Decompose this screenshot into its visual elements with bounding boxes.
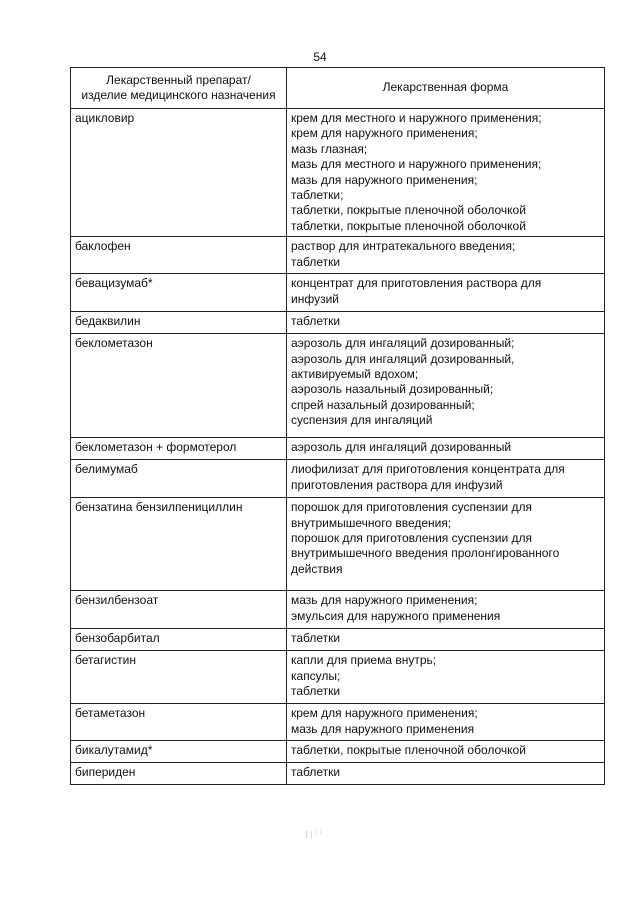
- dosage-form-line: лиофилизат для приготовления концентрата для: [291, 462, 565, 477]
- table-row: [71, 741, 605, 763]
- table-header-row: [71, 68, 605, 109]
- dosage-form-cell: [287, 460, 605, 498]
- dosage-form-line: таблетки, покрытые пленочной оболочкой: [291, 218, 526, 233]
- dosage-form-line: мазь для наружного применения;: [291, 172, 478, 187]
- table-row: [71, 460, 605, 498]
- dosage-form-line: порошок для приготовления суспензии для: [291, 500, 533, 515]
- drug-name-cell: бевацизумаб*: [71, 274, 287, 312]
- dosage-form-line: суспензия для ингаляций: [291, 413, 433, 428]
- dosage-form-line: активируемый вдохом;: [291, 367, 419, 382]
- dosage-form-line: мазь для наружного применения;: [291, 593, 478, 608]
- drug-name-cell: беклометазон + формотерол: [71, 438, 287, 460]
- header-drug-line2: изделие медицинского назначения: [81, 88, 276, 102]
- table-row: [71, 704, 605, 741]
- dosage-form-line: приготовления раствора для инфузий: [291, 477, 503, 492]
- drug-name-cell: бикалутамид*: [71, 741, 287, 763]
- header-drug-column: [71, 68, 287, 109]
- dosage-form-line: спрей назальный дозированный;: [291, 397, 475, 412]
- dosage-form-cell: [287, 651, 605, 704]
- dosage-form-cell: [287, 591, 605, 629]
- table-body: [71, 109, 605, 785]
- drug-name-cell: баклофен: [71, 237, 287, 274]
- dosage-form-line: внутримышечного введения;: [291, 515, 452, 530]
- table-row: [71, 591, 605, 629]
- table-row: [71, 312, 605, 334]
- dosage-form-line: внутримышечного введения пролонгированного: [291, 546, 560, 561]
- footer-mark: ꞁ ꞁ ⁽ ⁾: [305, 828, 322, 838]
- dosage-form-line: крем для наружного применения;: [291, 706, 478, 721]
- dosage-form-line: мазь для местного и наружного применения;: [291, 157, 542, 172]
- table-row: [71, 498, 605, 591]
- dosage-form-line: концентрат для приготовления раствора для: [291, 276, 542, 291]
- table-row: [71, 274, 605, 312]
- dosage-form-line: аэрозоль для ингаляций дозированный,: [291, 351, 515, 366]
- dosage-form-line: аэрозоль для ингаляций дозированный;: [291, 336, 515, 351]
- dosage-form-line: капли для приема внутрь;: [291, 653, 437, 668]
- dosage-form-cell: [287, 704, 605, 741]
- dosage-form-line: таблетки: [291, 684, 341, 699]
- drug-name-cell: бетагистин: [71, 651, 287, 704]
- dosage-form-line: мазь глазная;: [291, 141, 368, 156]
- header-drug-line1: Лекарственный препарат/: [106, 72, 251, 87]
- drug-name-cell: бензатина бензилпенициллин: [71, 498, 287, 591]
- drug-name-cell: бензилбензоат: [71, 591, 287, 629]
- dosage-form-line: таблетки;: [291, 188, 344, 203]
- drug-name-cell: бензобарбитал: [71, 629, 287, 651]
- header-form-column: Лекарственная форма: [287, 68, 605, 109]
- dosage-form-line: крем для наружного применения;: [291, 126, 478, 141]
- dosage-form-cell: [287, 274, 605, 312]
- dosage-form-line: аэрозоль для ингаляций дозированный: [291, 440, 512, 455]
- drug-name-cell: беклометазон: [71, 334, 287, 438]
- dosage-form-line: таблетки: [291, 765, 341, 780]
- drug-name-cell: ацикловир: [71, 109, 287, 237]
- dosage-form-line: капсулы;: [291, 668, 341, 683]
- dosage-form-cell: [287, 741, 605, 763]
- drug-name-cell: бетаметазон: [71, 704, 287, 741]
- dosage-form-cell: [287, 629, 605, 651]
- dosage-form-line: таблетки: [291, 314, 341, 329]
- dosage-form-line: мазь для наружного применения: [291, 721, 475, 736]
- table-row: [71, 763, 605, 785]
- drug-table: [70, 67, 605, 785]
- drug-name-cell: белимумаб: [71, 460, 287, 498]
- dosage-form-line: раствор для интратекального введения;: [291, 239, 516, 254]
- table-row: [71, 651, 605, 704]
- dosage-form-cell: [287, 237, 605, 274]
- dosage-form-cell: [287, 763, 605, 785]
- dosage-form-cell: [287, 109, 605, 237]
- dosage-form-line: таблетки: [291, 631, 341, 646]
- dosage-form-line: аэрозоль назальный дозированный;: [291, 382, 494, 397]
- drug-name-cell: бипериден: [71, 763, 287, 785]
- table-row: [71, 438, 605, 460]
- dosage-form-cell: [287, 498, 605, 591]
- dosage-form-line: эмульсия для наружного применения: [291, 608, 501, 623]
- dosage-form-cell: [287, 312, 605, 334]
- table-row: [71, 237, 605, 274]
- dosage-form-line: порошок для приготовления суспензии для: [291, 531, 533, 546]
- dosage-form-line: крем для местного и наружного применения;: [291, 111, 542, 125]
- dosage-form-cell: [287, 334, 605, 438]
- table-row: [71, 109, 605, 237]
- dosage-form-line: действия: [291, 561, 343, 576]
- dosage-form-line: таблетки, покрытые пленочной оболочкой: [291, 203, 526, 218]
- dosage-form-line: инфузий: [291, 291, 339, 306]
- drug-name-cell: бедаквилин: [71, 312, 287, 334]
- dosage-form-line: таблетки, покрытые пленочной оболочкой: [291, 743, 526, 758]
- dosage-form-cell: [287, 438, 605, 460]
- table-row: [71, 334, 605, 438]
- dosage-form-line: таблетки: [291, 254, 341, 269]
- page-number: 54: [313, 50, 327, 64]
- table-row: [71, 629, 605, 651]
